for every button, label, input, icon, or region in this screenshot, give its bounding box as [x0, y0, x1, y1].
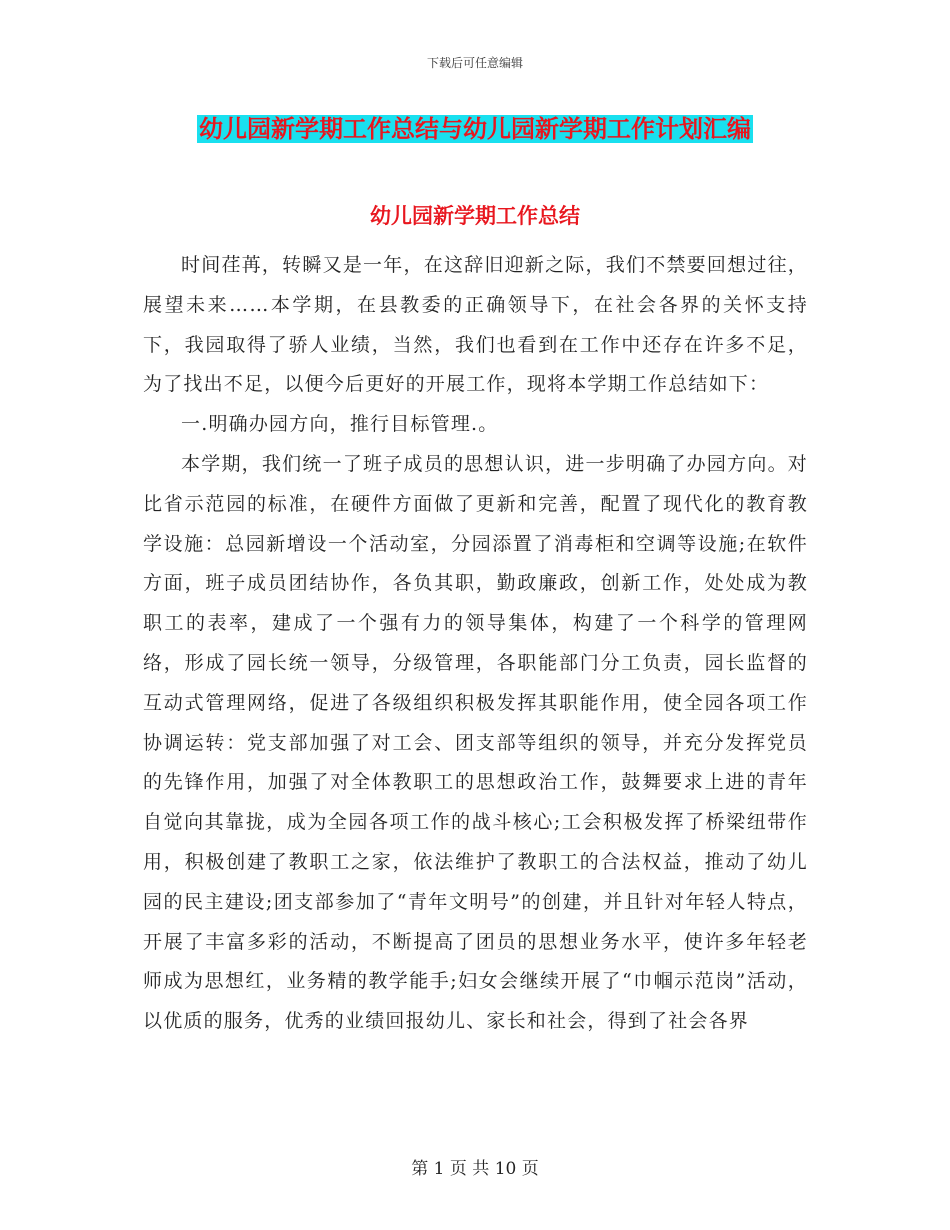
document-title-text: 幼儿园新学期工作总结与幼儿园新学期工作计划汇编	[199, 115, 751, 143]
paragraph-intro: 时间荏苒，转瞬又是一年，在这辞旧迎新之际，我们不禁要回想过往，展望未来……本学期，在县教委的正确领导下，在社会各界的关怀支持下，我园取得了骄人业绩，当然，我们也看到在工作中还存在许多不足，为了找出不足，以便今后更好的开展工作，现将本学期工作总结如下：	[143, 254, 808, 396]
section-title: 幼儿园新学期工作总结	[370, 204, 580, 228]
page-footer: 第 1 页 共 10 页	[411, 1159, 539, 1179]
document-title	[0, 110, 950, 148]
paragraph-heading-one: 一.明确办园方向，推行目标管理.。	[181, 413, 499, 436]
header-note: 下载后可任意编辑	[426, 56, 523, 70]
body-text	[143, 246, 808, 1042]
paragraph-body: 本学期，我们统一了班子成员的思想认识，进一步明确了办园方向。对比省示范园的标准，在硬件方面做了更新和完善，配置了现代化的教育教学设施：总园新增设一个活动室，分园添置了消毒柜和空调等设施;在软件方面，班子成员团结协作，各负其职，勤政廉政，创新工作，处处成为教职工的表率，建成了一个强有力的领导集体，构建了一个科学的管理网络，形成了园长统一领导，分级管理，各职能部门分工负责，园长监督的互动式管理网络，促进了各级组织积极发挥其职能作用，使全园各项工作协调运转：党支部加强了对工会、团支部等组织的领导，并充分发挥党员的先锋作用，加强了对全体教职工的思想政治工作，鼓舞要求上进的青年自觉向其靠拢，成为全园各项工作的战斗核心;工会积极发挥了桥梁纽带作用，积极创建了教职工之家，依法维护了教职工的合法权益，推动了幼儿园的民主建设;团支部参加了“青年文明号”的创建，并且针对年轻人特点，开展了丰富多彩的活动，不断提高了团员的思想业务水平，使许多年轻老师成为思想红，业务精的教学能手;妇女会继续开展了“巾帼示范岗”活动，以优质的服务，优秀的业绩回报幼儿、家长和社会，得到了社会各界	[143, 452, 808, 1033]
